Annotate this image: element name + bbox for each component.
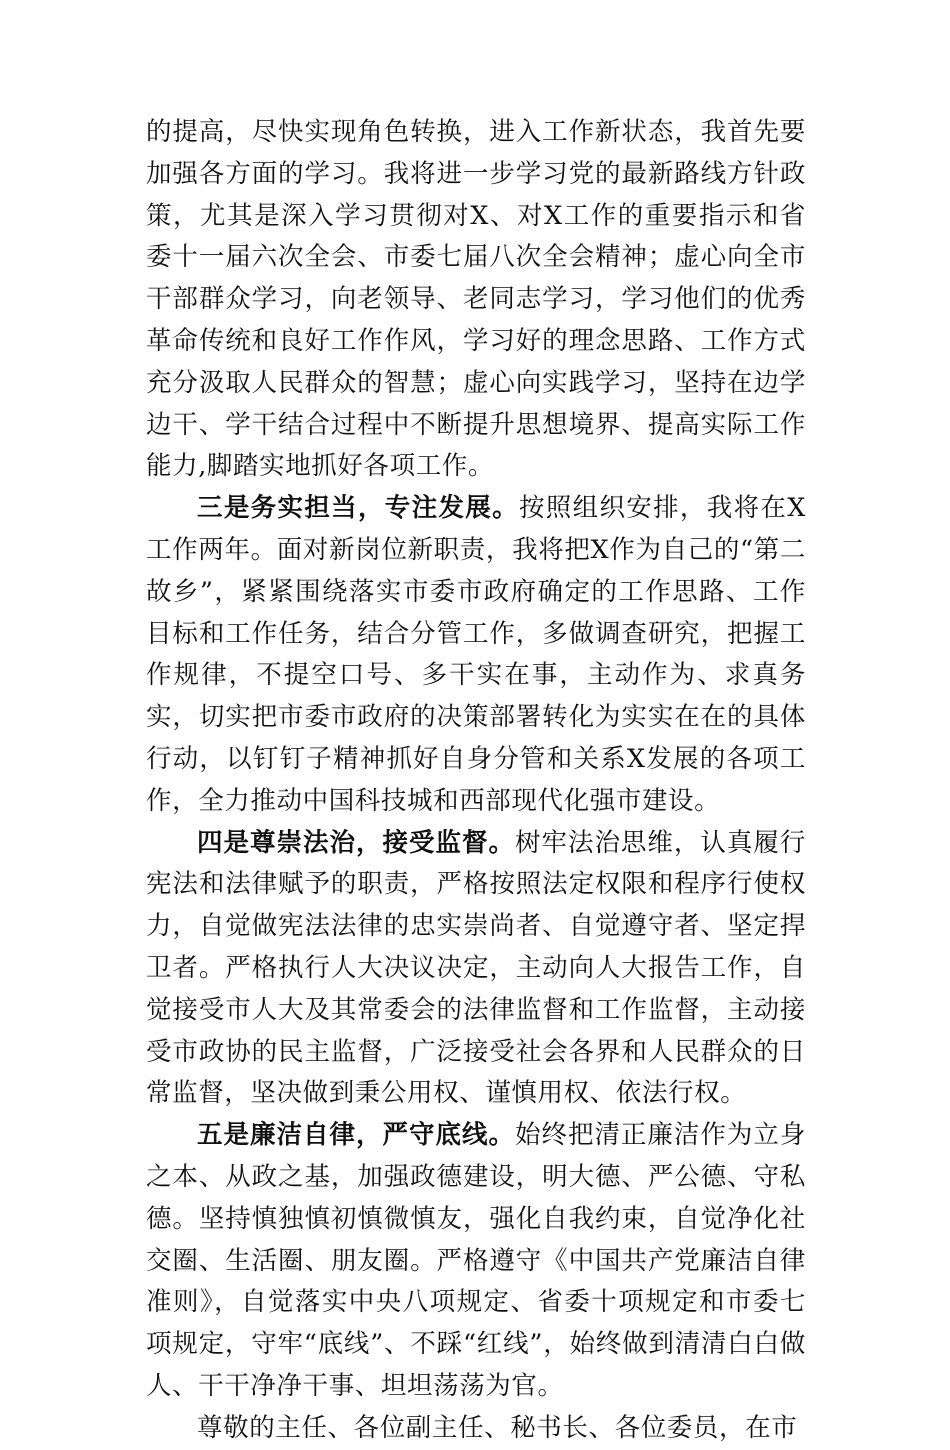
paragraph-closing-address — [146, 1408, 806, 1450]
paragraph-text: 的提高，尽快实现角色转换，进入工作新状态，我首先要加强各方面的学习。我将进一步学习党的最新路线方针政策，尤其是深入学习贯彻对X、对X工作的重要指示和省委十一届六次全会、市委七届八次全会精神；虚心向全市干部群众学习，向老领导、老同志学习，学习他们的优秀革命传统和良好工作作风，学习好的理念思路、工作方式充分汲取人民群众的智慧；虚心向实践学习，坚持在边学边干、学干结合过程中不断提升思想境界、提高实际工作能力,脚踏实地抓好各项工作。 — [146, 117, 806, 482]
document-body — [146, 112, 806, 1450]
paragraph-rule-of-law — [146, 823, 806, 1116]
paragraph-text: 始终把清正廉洁作为立身之本、从政之基，加强政德建设，明大德、严公德、守私德。坚持慎独慎初慎微慎友，强化自我约束，自觉净化社交圈、生活圈、朋友圈。严格遵守《中国共产党廉洁自律准则》，自觉落实中央八项规定、省委十项规定和市委七项规定，守牢“底线”、不踩“红线”，始终做到清清白白做人、干干净净干事、坦坦荡荡为官。 — [146, 1120, 807, 1401]
paragraph-pragmatic-commitment — [146, 488, 806, 822]
paragraph-text: 按照组织安排，我将在X工作两年。面对新岗位新职责，我将把X作为自己的“第二故乡”，紧紧围绕落实市委市政府确定的工作思路、工作目标和工作任务，结合分管工作，多做调查研究，把握工作规律，不提空口号、多干实在事，主动作为、求真务实，切实把市委市政府的决策部署转化为实实在在的具体行动，以钉钉子精神抓好自身分管和关系X发展的各项工作，全力推动中国科技城和西部现代化强市建设。 — [146, 493, 806, 816]
paragraph-text: 尊敬的主任、各位副主任、秘书长、各位委员，在市 — [197, 1412, 798, 1443]
paragraph-text: 树牢法治思维，认真履行宪法和法律赋予的职责，严格按照法定权限和程序行使权力，自觉做宪法法律的忠实崇尚者、自觉遵守者、坚定捍卫者。严格执行人大决议决定，主动向人大报告工作，自觉接受市人大及其常委会的法律监督和工作监督，主动接受市政协的民主监督，广泛接受社会各界和人民群众的日常监督，坚决做到秉公用权、谨慎用权、依法行权。 — [146, 827, 807, 1109]
paragraph-integrity — [146, 1115, 806, 1408]
paragraph-heading: 三是务实担当，专注发展。 — [197, 493, 519, 524]
paragraph-heading: 五是廉洁自律，严守底线。 — [197, 1120, 515, 1151]
paragraph-heading: 四是尊崇法治，接受监督。 — [197, 827, 515, 858]
paragraph-continuation — [146, 112, 806, 488]
